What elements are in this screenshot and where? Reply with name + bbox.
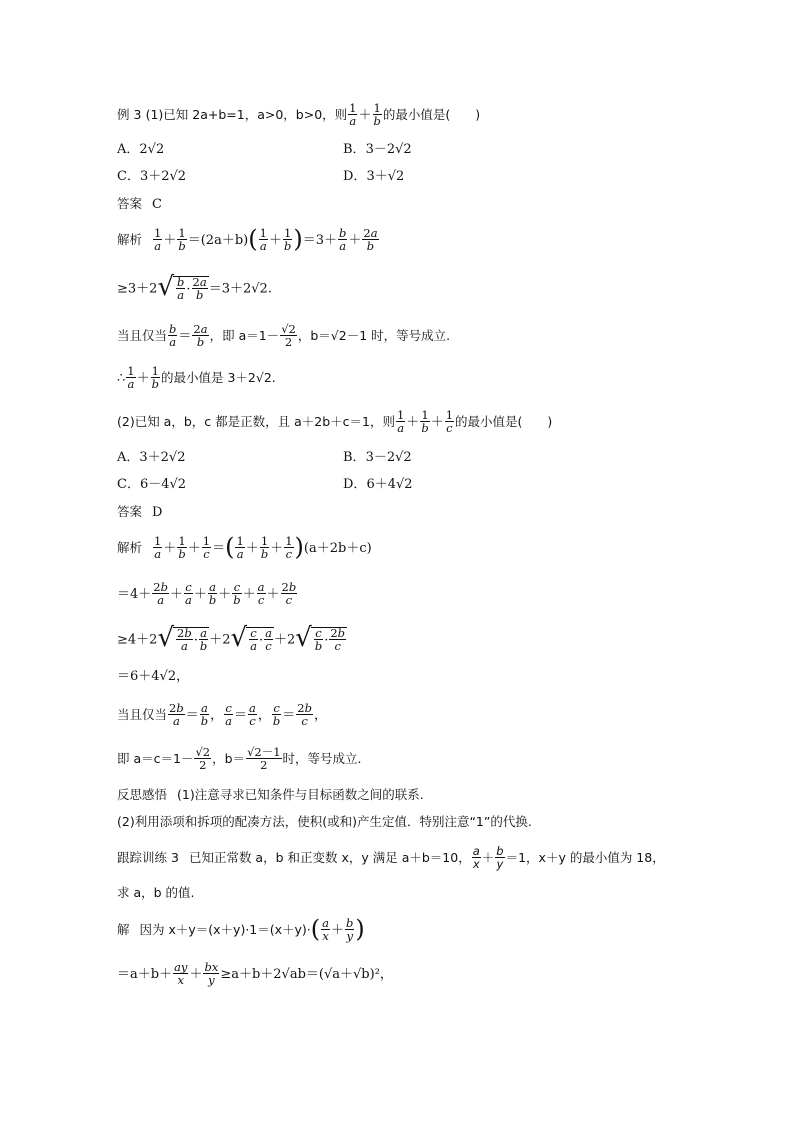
option-a2: A．3＋2√2 [117, 450, 186, 465]
answer-label: 答案 [117, 196, 143, 211]
frac-1-a: $\frac{1}{a}$ [349, 101, 357, 128]
example-label: 例 3 [117, 107, 142, 122]
reflection-line2: (2)利用添项和拆项的配凑方法，使积(或和)产生定值．特别注意“1”的代换. [117, 814, 532, 829]
option-b2: B．3－2√2 [343, 450, 412, 465]
analysis-label: 解析 [117, 232, 143, 247]
frac-1-b: $\frac{1}{b}$ [373, 101, 381, 128]
option-a1: A．2√2 [117, 142, 165, 157]
analysis1-line4: ∴ $\frac{1}{a}$ ＋ $\frac{1}{b}$ 的最小值是 3＋2√2. [117, 364, 276, 391]
example3-q2: (2)已知 a，b，c 都是正数，且 a＋2b＋c＝1，则 $\frac{1}{a}$ ＋ $\frac{1}{b}$ ＋ $\frac{1}{c}$ 的最小值是( ) [117, 408, 553, 435]
answer1-value: C [152, 197, 162, 212]
analysis2-line3: ≥4＋2√ $\frac{2b}{a}$ · $\frac{a}{b}$ ＋2√ $\frac{c}{a}$ · $\frac{a}{c}$ ＋2√ $\frac{c}{b}$ · $\frac{2b}{c}$ [117, 623, 346, 653]
solution-line1: 解 因为 x＋y＝(x＋y)·1＝(x＋y)·( $\frac{a}{x}$ ＋ $\frac{b}{y}$ ) [117, 914, 365, 943]
analysis2-line2: ＝4＋ $\frac{2b}{a}$ ＋ $\frac{c}{a}$ ＋ $\frac{a}{b}$ ＋ $\frac{c}{b}$ ＋ $\frac{a}{c}$ ＋ $\frac{2b}{c}$ [117, 580, 297, 607]
q1-tail: 的最小值是( ) [382, 107, 481, 122]
analysis1-line3: 当且仅当 $\frac{b}{a}$ ＝ $\frac{2a}{b}$ ，即 a＝1－ $\frac{√2}{2}$ ，b＝√2－1 时，等号成立. [117, 322, 451, 349]
practice-label: 跟踪训练 3 [117, 850, 179, 865]
answer2-line: 答案 D [117, 504, 163, 520]
q1-text: (1)已知 2a+b=1，a>0，b>0，则 [145, 107, 348, 122]
practice-line2: 求 a，b 的值. [117, 885, 195, 900]
reflection-label: 反思感悟 [117, 787, 168, 802]
option-c2: C．6－4√2 [117, 477, 187, 492]
analysis2-line1: 解析 $\frac{1}{a}$ ＋ $\frac{1}{b}$ ＋ $\frac{1}{c}$ ＝( $\frac{1}{a}$ ＋ $\frac{1}{b}$ ＋ $\frac{1}{c}$ )(a＋2b＋c) [117, 532, 372, 561]
analysis2-line5: 当且仅当 $\frac{2b}{a}$ ＝ $\frac{a}{b}$ ， $\frac{c}{a}$ ＝ $\frac{a}{c}$ ， $\frac{c}{b}$ ＝ $\frac{2b}{c}$ ， [117, 701, 327, 728]
answer1-line [117, 192, 162, 216]
example3-q1: 例 3 (1)已知 2a+b=1，a>0，b>0，则 $\frac{1}{a}$ ＋ $\frac{1}{b}$ 的最小值是( ) [117, 101, 481, 128]
solution-label: 解 [117, 922, 130, 937]
option-d1: D．3＋√2 [343, 169, 405, 184]
option-b1: B．3－2√2 [343, 142, 412, 157]
option-d2: D．6＋4√2 [343, 477, 413, 492]
reflection-line1: 反思感悟 (1)注意寻求已知条件与目标函数之间的联系. [117, 787, 424, 802]
analysis2-line6: 即 a＝c＝1－ $\frac{√2}{2}$ ，b＝ $\frac{√2-1}{2}$ 时，等号成立. [117, 745, 362, 772]
answer2-value: D [152, 505, 163, 520]
solution-line2: ＝a＋b＋ $\frac{ay}{x}$ ＋ $\frac{bx}{y}$ ≥a＋b＋2√ab＝(√a＋√b)²， [117, 960, 393, 987]
analysis1-line1: 解析 $\frac{1}{a}$ ＋ $\frac{1}{b}$ ＝(2a＋b)( $\frac{1}{a}$ ＋ $\frac{1}{b}$ )＝3＋ $\frac{b}{a}$ ＋ $\frac{2a}{b}$ [117, 224, 378, 253]
option-c1: C．3＋2√2 [117, 169, 187, 184]
analysis1-line2: ≥3＋2√ $\frac{b}{a}$ · $\frac{2a}{b}$ ＝3＋2√2. [117, 272, 272, 302]
practice-line1: 跟踪训练 3 已知正常数 a，b 和正变数 x，y 满足 a＋b＝10， $\frac{a}{x}$ ＋ $\frac{b}{y}$ ＝1，x＋y 的最小值为 18， [117, 844, 665, 871]
analysis2-line4: ＝6＋4√2， [117, 669, 190, 684]
